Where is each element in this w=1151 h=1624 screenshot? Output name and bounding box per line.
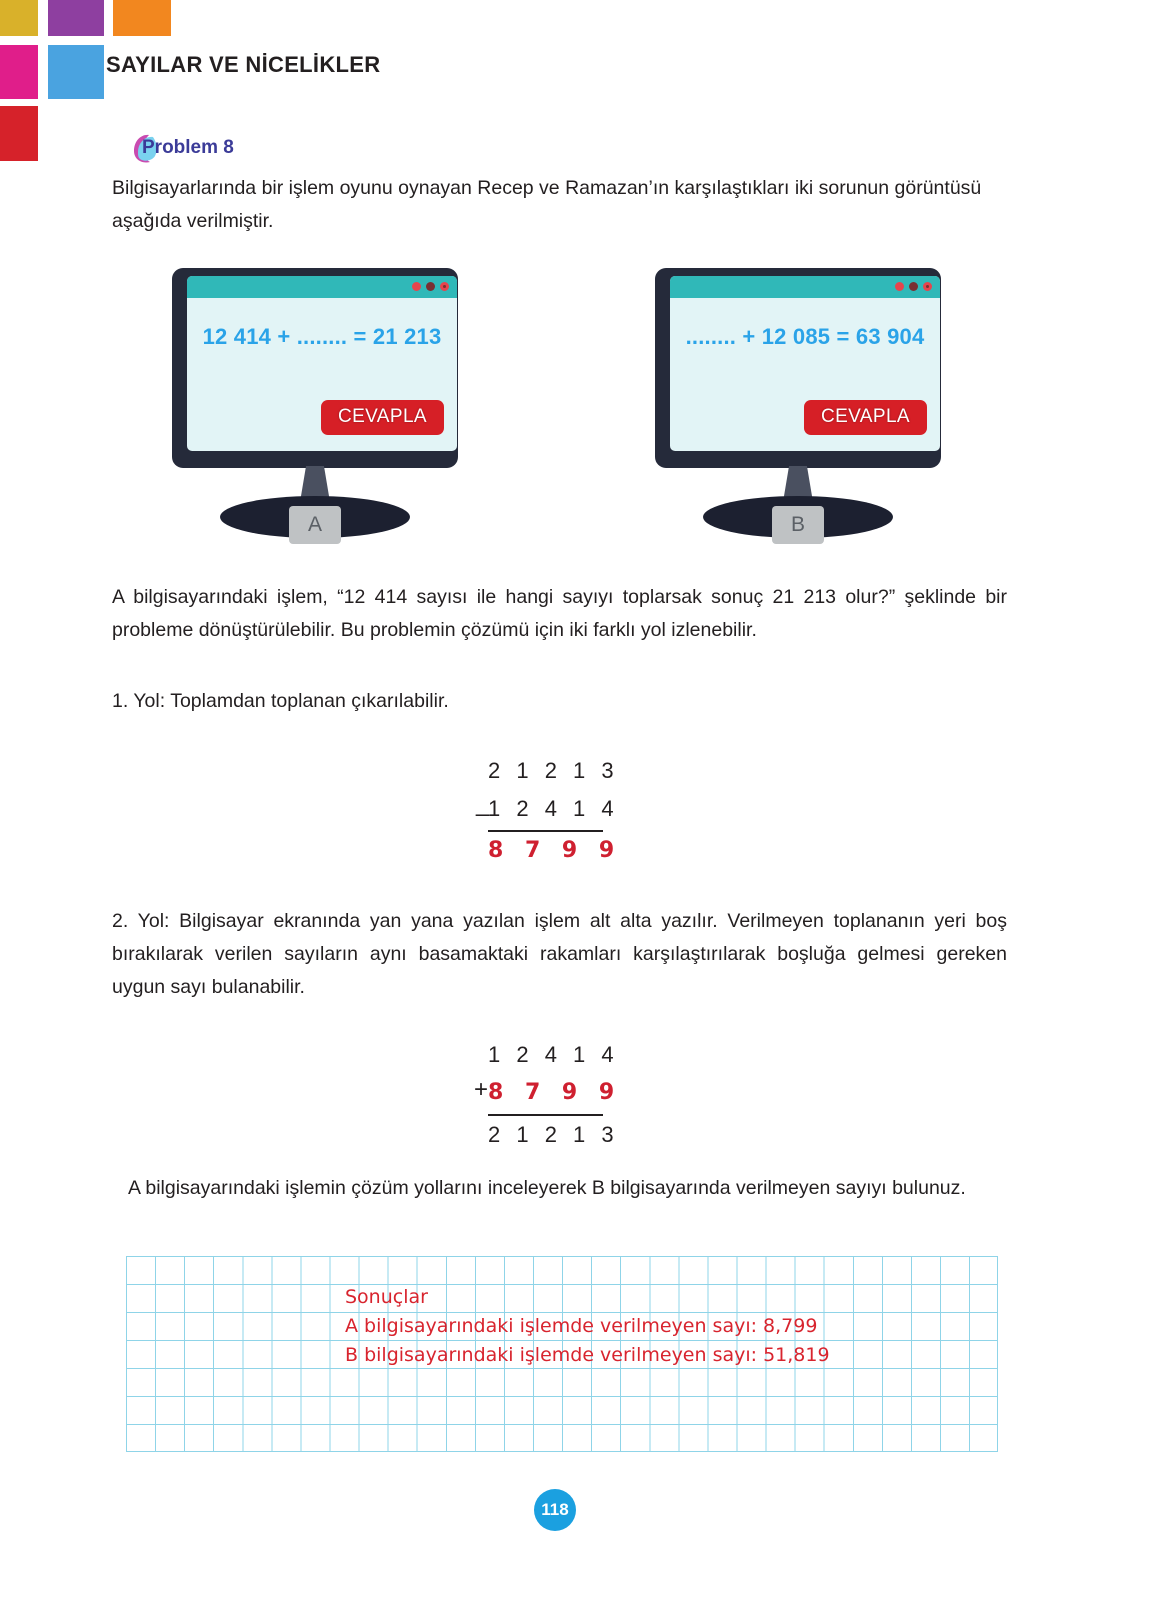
color-block-yellow xyxy=(0,0,38,36)
color-block-blue xyxy=(48,45,104,99)
monitor-a-equation: 12 414 + ........ = 21 213 xyxy=(202,324,442,349)
minimize-dot-icon[interactable] xyxy=(412,282,421,291)
calc2-addend-1: 1 2 4 1 4 xyxy=(488,1042,619,1067)
maximize-dot-icon[interactable] xyxy=(909,282,918,291)
monitor-b-window-controls xyxy=(895,282,932,291)
monitor-b-equation: ........ + 12 085 = 63 904 xyxy=(685,324,925,349)
monitor-b-screen xyxy=(670,276,940,451)
close-dot-icon[interactable] xyxy=(440,282,449,291)
task-paragraph: A bilgisayarındaki işlemin çözüm yollarını inceleyerek B bilgisayarında verilmeyen sayıyı bulunuz. xyxy=(128,1177,966,1199)
color-block-purple xyxy=(48,0,104,36)
problem-heading xyxy=(128,131,234,165)
monitor-b-answer-button[interactable]: CEVAPLA xyxy=(804,400,927,435)
monitor-a-window-controls xyxy=(412,282,449,291)
monitor-b xyxy=(648,268,948,553)
calculation-subtraction xyxy=(476,752,622,870)
color-block-red xyxy=(0,106,38,161)
method-2-title: 2. Yol: Bilgisayar ekranında yan yana yazılan işlem alt alta yazılır. Verilmeyen toplananın yeri boş bırakılarak verilen sayıların aynı basamaktaki rakamları karşılaştırılarak boşluğa gelmesi gereken uygun sayı bulanabilir. xyxy=(112,910,1007,998)
calc1-operator: _ xyxy=(476,790,490,817)
calc2-operator: + xyxy=(474,1076,489,1103)
calc1-subtrahend: 1 2 4 1 4 xyxy=(488,796,619,821)
color-block-orange xyxy=(113,0,171,36)
monitor-a-bezel xyxy=(172,268,458,468)
calculation-addition xyxy=(474,1036,622,1154)
answer-line-b: B bilgisayarındaki işlemde verilmeyen sayı: 51,819 xyxy=(345,1344,830,1366)
monitor-a-answer-button[interactable]: CEVAPLA xyxy=(321,400,444,435)
monitor-a-titlebar xyxy=(187,276,457,298)
intro-paragraph: Bilgisayarlarında bir işlem oyunu oynayan Recep ve Ramazan’ın karşılaştıkları iki sorunun görüntüsü aşağıda verilmiştir. xyxy=(112,177,982,232)
monitor-b-titlebar xyxy=(670,276,940,298)
close-dot-icon[interactable] xyxy=(923,282,932,291)
monitor-a-label: A xyxy=(289,506,341,544)
answer-title: Sonuçlar xyxy=(345,1286,428,1308)
monitor-b-bezel xyxy=(655,268,941,468)
page-number: 118 xyxy=(534,1489,576,1531)
monitor-a xyxy=(165,268,465,553)
calc2-sum: 2 1 2 1 3 xyxy=(488,1122,619,1147)
explanation-paragraph: A bilgisayarındaki işlem, “12 414 sayısı ile hangi sayıyı toplarsak sonuç 21 213 olur?” şeklinde bir probleme dönüştürülebilir. Bu problemin çözümü için iki farklı yol izlenebilir. xyxy=(112,586,1007,641)
calc1-result: 8 7 9 9 xyxy=(488,838,622,863)
color-block-magenta xyxy=(0,45,38,99)
unit-title: SAYILAR VE NİCELİKLER xyxy=(106,52,381,77)
minimize-dot-icon[interactable] xyxy=(895,282,904,291)
calc1-minuend: 2 1 2 1 3 xyxy=(488,758,619,783)
monitor-b-label: B xyxy=(772,506,824,544)
maximize-dot-icon[interactable] xyxy=(426,282,435,291)
method-1-title: 1. Yol: Toplamdan toplanan çıkarılabilir. xyxy=(112,690,449,712)
calc2-addend-2: 8 7 9 9 xyxy=(488,1080,622,1105)
monitor-a-screen xyxy=(187,276,457,451)
answer-line-a: A bilgisayarındaki işlemde verilmeyen sayı: 8,799 xyxy=(345,1315,818,1337)
answer-handwriting xyxy=(345,1283,945,1370)
problem-label: Problem 8 xyxy=(142,137,234,158)
